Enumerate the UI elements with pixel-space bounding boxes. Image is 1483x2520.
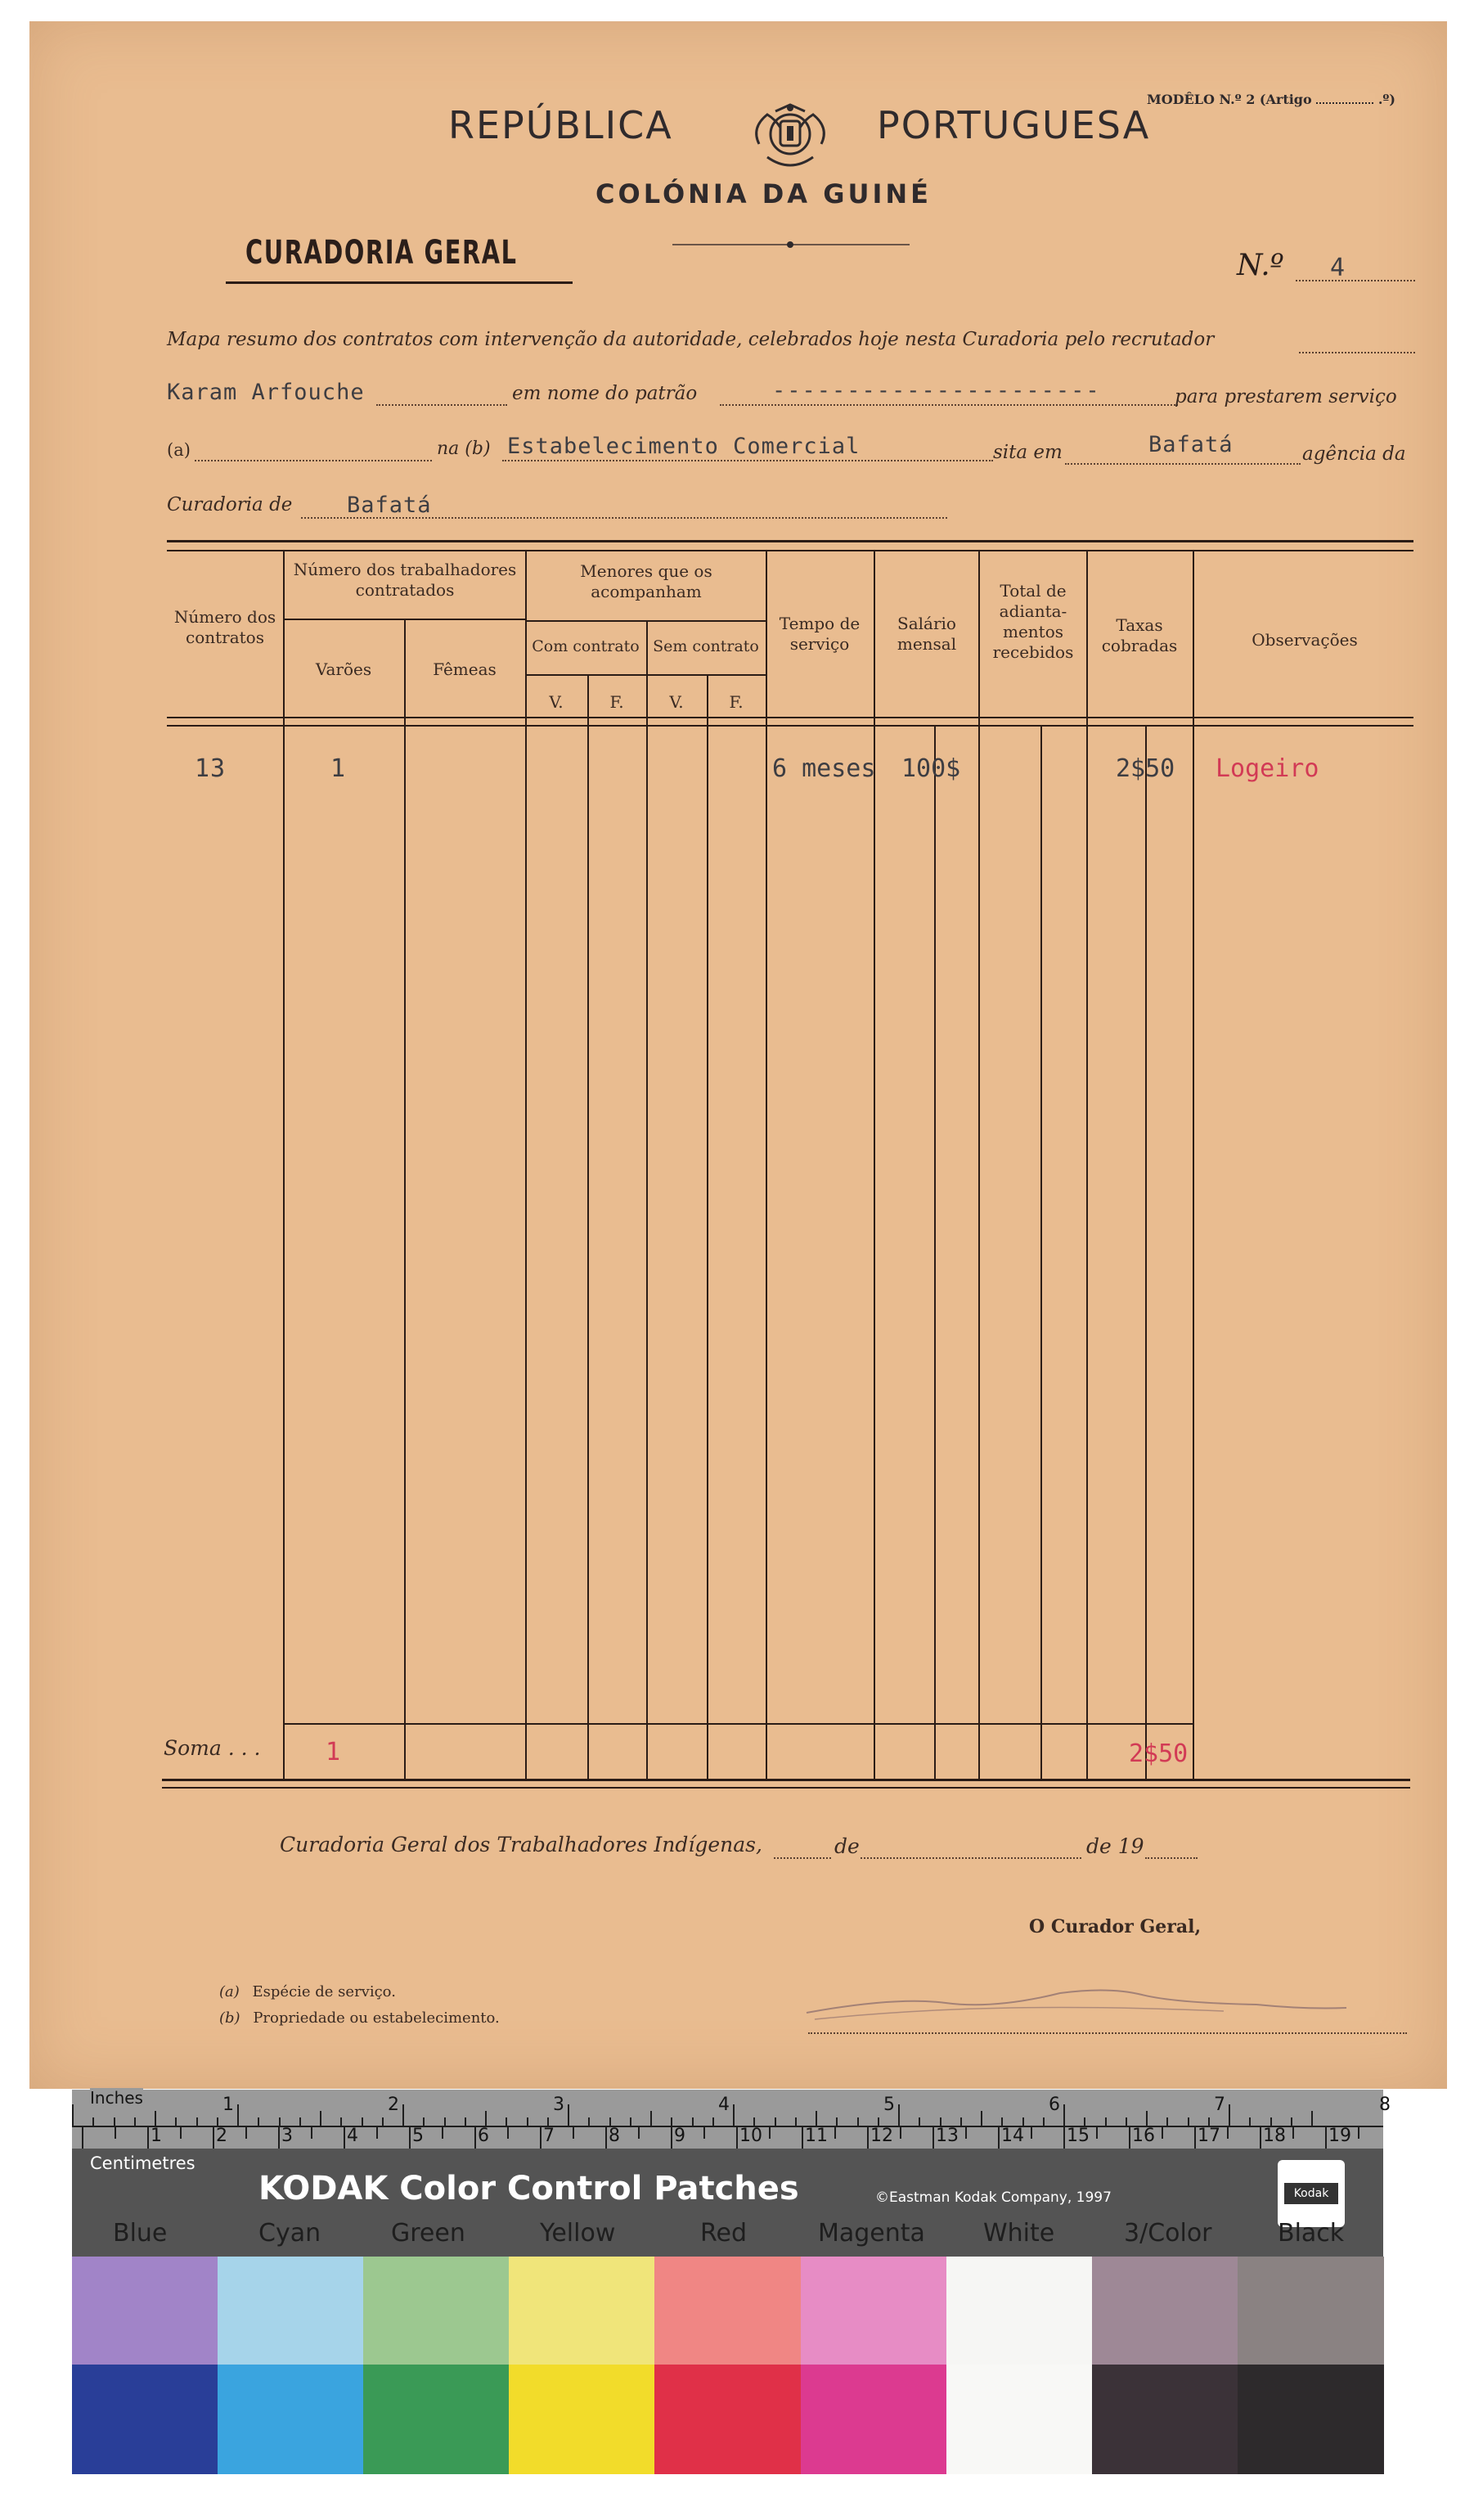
modelo-text: MODÊLO N.º 2 (Artigo xyxy=(1147,92,1312,107)
cm-tick xyxy=(1194,2127,1196,2149)
cm-tick xyxy=(1162,2127,1163,2139)
soma-rule xyxy=(283,1723,1193,1725)
numero-value: 4 xyxy=(1330,254,1346,282)
label-white: White xyxy=(983,2219,1055,2248)
cm-tick xyxy=(344,2127,345,2149)
cm-tick xyxy=(409,2127,411,2149)
label-green: Green xyxy=(391,2219,465,2248)
inches-label: Inches xyxy=(90,2088,143,2108)
patrao-dots xyxy=(720,404,1178,406)
note-a-text: Espécie de serviço. xyxy=(252,1983,396,2000)
inch-tick xyxy=(1270,2117,1272,2126)
signature xyxy=(798,1972,1355,2029)
col-line-1 xyxy=(283,551,285,1779)
header-bottom-rule-2 xyxy=(167,725,1413,727)
inch-tick xyxy=(1229,2104,1230,2126)
header-femeas: Fêmeas xyxy=(433,659,497,679)
inch-tick xyxy=(237,2104,239,2126)
patch-light-cyan xyxy=(218,2257,364,2365)
inch-tick xyxy=(712,2117,714,2126)
header-v2: V. xyxy=(669,692,684,712)
inch-tick xyxy=(547,2117,549,2126)
row-varoes: 1 xyxy=(330,754,347,783)
recrutador-value: Karam Arfouche xyxy=(167,380,365,405)
cm-tick xyxy=(736,2127,738,2149)
cm-tick xyxy=(147,2127,149,2149)
inch-number: 2 xyxy=(388,2095,399,2115)
a-label: (a) xyxy=(167,440,191,460)
header-observacoes: Observações xyxy=(1252,630,1358,650)
cm-number: 9 xyxy=(674,2126,685,2146)
header-tempo: Tempo de serviço xyxy=(779,614,861,654)
header-rule-menores xyxy=(525,620,766,622)
header-divider-dot xyxy=(787,241,793,248)
inch-tick xyxy=(1001,2117,1003,2126)
inch-tick xyxy=(1291,2117,1292,2126)
cm-tick xyxy=(605,2127,607,2149)
inch-tick xyxy=(175,2117,177,2126)
col-line-14 xyxy=(1193,551,1194,1779)
cm-tick xyxy=(82,2127,83,2149)
row-tempo: 6 meses xyxy=(772,754,876,783)
inch-tick xyxy=(423,2117,425,2126)
cm-number: 6 xyxy=(478,2126,489,2146)
cm-number: 2 xyxy=(216,2126,227,2146)
header-v1: V. xyxy=(549,692,564,712)
inch-tick xyxy=(134,2117,136,2126)
col-line-10 xyxy=(978,551,980,1779)
inch-tick xyxy=(1105,2117,1107,2126)
cm-tick xyxy=(1129,2127,1130,2149)
curadoria-geral-title: CURADORIA GERAL xyxy=(245,234,518,272)
inch-tick xyxy=(733,2104,735,2126)
patch-dark-white xyxy=(946,2365,1093,2474)
inch-tick xyxy=(795,2117,797,2126)
modelo-end: .º) xyxy=(1377,92,1395,107)
col-line-13 xyxy=(1145,725,1147,1779)
portuguesa-heading: PORTUGUESA xyxy=(877,103,1151,147)
col-line-4 xyxy=(587,676,589,1779)
inch-tick xyxy=(1166,2117,1168,2126)
inch-tick xyxy=(588,2117,590,2126)
sita-label: sita em xyxy=(993,442,1063,463)
cm-number: 19 xyxy=(1328,2126,1351,2146)
row-taxas: 2$50 xyxy=(1116,754,1175,783)
inch-tick xyxy=(857,2117,859,2126)
inch-number: 4 xyxy=(718,2095,730,2115)
para-label: para prestarem serviço xyxy=(1175,386,1397,407)
col-line-6 xyxy=(707,676,708,1779)
footer-curadoria-line: Curadoria Geral dos Trabalhadores Indígenas, xyxy=(280,1833,762,1856)
inch-tick xyxy=(217,2117,218,2126)
modelo-label xyxy=(1147,92,1395,107)
patch-light-green xyxy=(363,2257,510,2365)
patch-dark-3color xyxy=(1092,2365,1238,2474)
cm-tick xyxy=(671,2127,672,2149)
footer-de19: de 19 xyxy=(1086,1834,1144,1858)
col-line-3 xyxy=(525,551,527,1779)
soma-label: Soma . . . xyxy=(164,1736,261,1760)
footer-dots-3 xyxy=(1145,1857,1198,1859)
cm-number: 11 xyxy=(805,2126,828,2146)
intro-dots xyxy=(1299,352,1415,353)
cm-number: 7 xyxy=(543,2126,555,2146)
cm-tick xyxy=(900,2127,901,2139)
cm-tick xyxy=(245,2127,247,2139)
numero-dots xyxy=(1296,280,1415,281)
inch-tick xyxy=(878,2117,879,2126)
ruler-baseline xyxy=(72,2126,1383,2127)
label-3color: 3/Color xyxy=(1124,2219,1212,2248)
estab-dots xyxy=(502,460,993,461)
curador-label: O Curador Geral, xyxy=(1029,1916,1202,1937)
inch-number: 7 xyxy=(1214,2095,1225,2115)
header-numero-contratos: Número dos contratos xyxy=(173,607,276,647)
inch-tick xyxy=(382,2117,384,2126)
inch-tick xyxy=(1249,2117,1251,2126)
cm-number: 1 xyxy=(151,2126,162,2146)
inch-tick xyxy=(919,2117,920,2126)
cm-number: 10 xyxy=(739,2126,762,2146)
label-red: Red xyxy=(700,2219,747,2248)
inch-number: 8 xyxy=(1379,2095,1391,2115)
inch-tick xyxy=(1188,2117,1189,2126)
cm-number: 13 xyxy=(936,2126,959,2146)
inch-tick xyxy=(279,2117,281,2126)
inch-tick xyxy=(981,2111,982,2126)
colonia-heading: COLÓNIA DA GUINÉ xyxy=(595,178,932,209)
cm-number: 17 xyxy=(1198,2126,1220,2146)
inch-tick xyxy=(753,2117,755,2126)
patrao-value: ---------------------- xyxy=(772,378,1101,403)
footer-dots-2 xyxy=(861,1857,1081,1859)
header-total: Total de adianta- mentos recebidos xyxy=(992,581,1074,662)
patch-light-yellow xyxy=(509,2257,655,2365)
na-b-text: na (b) xyxy=(437,439,491,459)
cm-tick xyxy=(1063,2127,1065,2149)
inch-tick xyxy=(485,2111,487,2126)
label-yellow: Yellow xyxy=(540,2219,616,2248)
cm-tick xyxy=(703,2127,705,2139)
inch-tick xyxy=(527,2117,528,2126)
inch-tick xyxy=(836,2117,838,2126)
cm-tick xyxy=(180,2127,182,2139)
inch-tick xyxy=(609,2117,611,2126)
row-numero: 13 xyxy=(195,754,227,783)
cm-tick xyxy=(998,2127,1000,2149)
header-com-contrato: Com contrato xyxy=(532,637,640,655)
patch-dark-black xyxy=(1238,2365,1384,2474)
label-blue: Blue xyxy=(113,2219,168,2248)
cm-tick xyxy=(213,2127,214,2149)
inch-tick xyxy=(898,2104,900,2126)
cm-number: 8 xyxy=(609,2126,620,2146)
cm-tick xyxy=(507,2127,509,2139)
header-f1: F. xyxy=(609,692,624,712)
estabelecimento-value: Estabelecimento Comercial xyxy=(507,434,861,459)
a-dots xyxy=(195,460,432,461)
inch-tick xyxy=(155,2111,156,2126)
inch-tick xyxy=(506,2117,507,2126)
em-nome-label: em nome do patrão xyxy=(512,383,698,404)
footer-de: de xyxy=(834,1834,860,1858)
cm-tick xyxy=(1031,2127,1032,2139)
curadoria-de-label: Curadoria de xyxy=(167,494,293,515)
inch-tick xyxy=(114,2117,115,2126)
patch-dark-green xyxy=(363,2365,510,2474)
col-line-8 xyxy=(874,551,875,1779)
footer-dots-1 xyxy=(774,1857,831,1859)
inch-tick xyxy=(402,2104,404,2126)
table-top-rule-1 xyxy=(167,540,1413,542)
header-salario: Salário mensal xyxy=(897,614,957,654)
inch-tick xyxy=(196,2117,198,2126)
col-line-2 xyxy=(404,619,406,1779)
inch-tick xyxy=(1126,2117,1127,2126)
inch-tick xyxy=(568,2104,569,2126)
header-rule-trab xyxy=(283,619,525,620)
inch-tick xyxy=(816,2111,817,2126)
kodak-title: KODAK Color Control Patches xyxy=(258,2170,799,2207)
inch-tick xyxy=(72,2104,74,2126)
curadoria-underline xyxy=(226,281,573,284)
cm-tick xyxy=(834,2127,836,2139)
patch-light-black xyxy=(1238,2257,1384,2365)
kodak-copyright: ©Eastman Kodak Company, 1997 xyxy=(875,2189,1112,2206)
cm-number: 3 xyxy=(281,2126,293,2146)
coat-of-arms-icon xyxy=(743,103,838,177)
kodak-logo-text: Kodak xyxy=(1284,2183,1338,2204)
inch-tick xyxy=(1311,2111,1313,2126)
label-magenta: Magenta xyxy=(818,2219,925,2248)
header-num-trabalhadores: Número dos trabalhadores contratados xyxy=(293,560,517,600)
label-cyan: Cyan xyxy=(258,2219,321,2248)
row-salario: 100$ xyxy=(901,754,961,783)
inch-tick xyxy=(299,2117,301,2126)
sita-value: Bafatá xyxy=(1148,432,1234,457)
note-a xyxy=(219,1983,396,2000)
col-line-12 xyxy=(1086,551,1088,1779)
table-top-rule-2 xyxy=(167,550,1413,551)
inch-number: 5 xyxy=(883,2095,895,2115)
patch-light-magenta xyxy=(801,2257,947,2365)
header-rule-contrato xyxy=(525,674,766,676)
patch-dark-cyan xyxy=(218,2365,364,2474)
cm-tick xyxy=(573,2127,574,2139)
inch-tick xyxy=(1043,2117,1045,2126)
cm-number: 16 xyxy=(1132,2126,1155,2146)
inch-tick xyxy=(960,2117,962,2126)
patch-light-red xyxy=(654,2257,801,2365)
inch-tick xyxy=(1022,2117,1024,2126)
inch-tick xyxy=(775,2117,776,2126)
patch-light-white xyxy=(946,2257,1093,2365)
inch-number: 6 xyxy=(1049,2095,1060,2115)
inch-tick xyxy=(92,2117,94,2126)
inch-tick xyxy=(650,2111,652,2126)
inch-tick xyxy=(692,2117,694,2126)
inch-tick xyxy=(362,2117,363,2126)
cm-tick xyxy=(115,2127,116,2139)
inch-tick xyxy=(465,2117,466,2126)
patch-dark-magenta xyxy=(801,2365,947,2474)
soma-taxas: 2$50 xyxy=(1129,1739,1189,1768)
cm-tick xyxy=(1292,2127,1294,2139)
intro-text: Mapa resumo dos contratos com intervenção da autoridade, celebrados hoje nesta Curadoria pelo recrutador xyxy=(167,329,1215,350)
inch-tick xyxy=(671,2117,672,2126)
cm-tick xyxy=(540,2127,542,2149)
cm-tick xyxy=(932,2127,934,2149)
cm-tick xyxy=(802,2127,803,2149)
cm-tick xyxy=(311,2127,312,2139)
header-f2: F. xyxy=(729,692,744,712)
cm-number: 15 xyxy=(1067,2126,1090,2146)
col-line-9 xyxy=(934,725,936,1779)
cm-tick xyxy=(376,2127,378,2139)
table-bottom-rule-2 xyxy=(162,1787,1410,1789)
cm-number: 18 xyxy=(1263,2126,1286,2146)
note-b-key: (b) xyxy=(219,2009,240,2027)
inch-tick xyxy=(1084,2117,1085,2126)
sita-dots xyxy=(1065,463,1301,465)
cm-tick xyxy=(867,2127,869,2149)
kodak-logo xyxy=(1278,2160,1345,2227)
soma-varoes: 1 xyxy=(326,1738,341,1766)
curadoria-de-value: Bafatá xyxy=(347,493,432,518)
inch-tick xyxy=(340,2117,342,2126)
header-menores: Menores que os acompanham xyxy=(580,561,712,601)
header-bottom-rule-1 xyxy=(167,717,1413,718)
centimetres-label: Centimetres xyxy=(90,2153,195,2173)
cm-tick xyxy=(1260,2127,1261,2149)
cm-tick xyxy=(1358,2127,1359,2139)
cm-tick xyxy=(1325,2127,1327,2149)
cm-tick xyxy=(638,2127,640,2139)
note-b-text: Propriedade ou estabelecimento. xyxy=(253,2009,500,2027)
cm-tick xyxy=(442,2127,443,2139)
cm-number: 5 xyxy=(412,2126,424,2146)
inch-tick xyxy=(320,2111,321,2126)
inch-tick xyxy=(1208,2117,1210,2126)
note-b xyxy=(219,2009,500,2027)
patch-dark-yellow xyxy=(509,2365,655,2474)
inch-tick xyxy=(1063,2104,1065,2126)
signature-line xyxy=(808,2032,1407,2034)
header-taxas: Taxas cobradas xyxy=(1101,615,1178,655)
na-b-label xyxy=(437,439,491,459)
cm-tick xyxy=(474,2127,476,2149)
col-line-5 xyxy=(646,622,648,1779)
table-bottom-rule-1 xyxy=(162,1779,1410,1781)
patch-light-blue xyxy=(72,2257,218,2365)
patch-dark-blue xyxy=(72,2365,218,2474)
numero-label: N.º xyxy=(1237,249,1284,282)
agencia-label: agência da xyxy=(1302,443,1406,465)
row-observacoes: Logeiro xyxy=(1216,754,1319,783)
note-a-key: (a) xyxy=(219,1983,240,2000)
inch-number: 1 xyxy=(222,2095,234,2115)
cm-tick xyxy=(1096,2127,1098,2139)
inch-tick xyxy=(444,2117,446,2126)
inch-tick xyxy=(258,2117,259,2126)
cm-number: 4 xyxy=(347,2126,358,2146)
cm-number: 14 xyxy=(1001,2126,1024,2146)
cm-tick xyxy=(278,2127,280,2149)
col-line-11 xyxy=(1040,725,1042,1779)
label-black: Black xyxy=(1278,2219,1345,2248)
republica-heading: REPÚBLICA xyxy=(448,103,673,147)
cm-tick xyxy=(769,2127,771,2139)
inch-number: 3 xyxy=(553,2095,564,2115)
inch-tick xyxy=(630,2117,631,2126)
patch-light-3color xyxy=(1092,2257,1238,2365)
header-sem-contrato: Sem contrato xyxy=(653,637,759,655)
header-varoes: Varões xyxy=(315,659,372,679)
cm-tick xyxy=(965,2127,967,2139)
recrutador-dots xyxy=(376,404,507,406)
col-line-7 xyxy=(766,551,767,1779)
patch-dark-red xyxy=(654,2365,801,2474)
cm-tick xyxy=(1227,2127,1229,2139)
inch-tick xyxy=(1146,2111,1148,2126)
inch-tick xyxy=(940,2117,941,2126)
cm-number: 12 xyxy=(870,2126,893,2146)
